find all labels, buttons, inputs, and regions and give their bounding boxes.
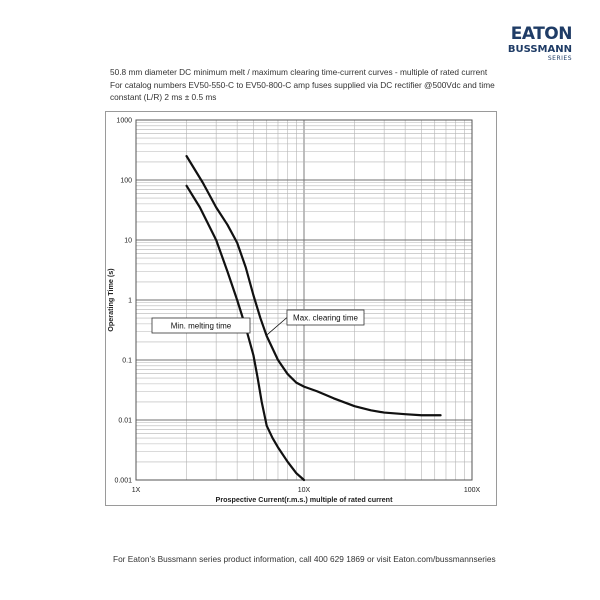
y-tick-label: 10: [124, 237, 132, 245]
grid-lines: [136, 120, 472, 480]
y-tick-label: 0.001: [114, 477, 132, 485]
series-line-max-clearing-time: [187, 156, 441, 415]
x-tick-label: 1X: [131, 487, 141, 494]
logo-line3: SERIES: [547, 55, 572, 62]
y-axis-title: Operating Time (s): [106, 268, 115, 332]
y-tick-label: 1000: [116, 117, 132, 125]
x-axis-title: Prospective Current(r.m.s.) multiple of rated current: [215, 495, 393, 504]
logo-line2: BUSSMANN: [507, 44, 572, 55]
annotation-min-melting-time: [152, 318, 250, 333]
x-tick-label: 10X: [297, 487, 311, 494]
logo-brand: EATON: [510, 24, 572, 44]
footer-contact: For Eaton’s Bussmann series product information, call 400 629 1869 or visit Eaton.com/bussmannseries: [113, 554, 496, 564]
description-line-3: constant (L/R) 2 ms ± 0.5 ms: [110, 92, 217, 102]
y-tick-label: 100: [120, 177, 132, 185]
x-tick-label: 100X: [463, 487, 481, 494]
description-line-2: For catalog numbers EV50-550-C to EV50-800-C amp fuses supplied via DC rectifier @500Vdc and time: [110, 79, 495, 90]
y-tick-label: 1: [128, 297, 132, 305]
y-tick-label: 0.01: [118, 417, 132, 425]
y-tick-label: 0.1: [122, 357, 132, 365]
annotation-text: Max. clearing time: [293, 313, 358, 323]
annotation-text: Min. melting time: [170, 321, 232, 331]
annotation-leader: [267, 318, 287, 336]
description-line-1: 50.8 mm diameter DC minimum melt / maximum clearing time-current curves - multiple of rated current: [110, 67, 488, 77]
